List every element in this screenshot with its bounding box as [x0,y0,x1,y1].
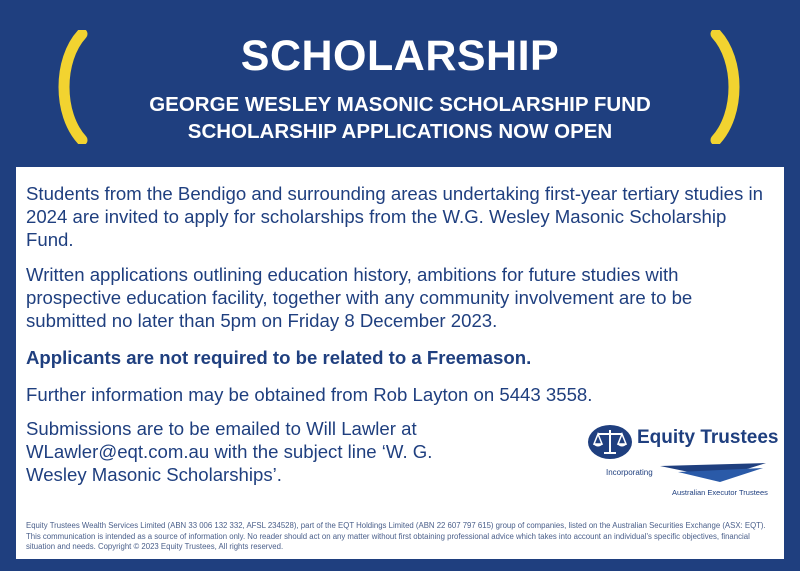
header-banner [0,0,800,167]
equity-trustees-logo [582,424,779,504]
freemason-note: Applicants are not required to be related to a Freemason. [26,347,532,368]
eligibility-paragraph: Students from the Bendigo and surrounding areas undertaking first-year tertiary studies in 2024 are invited to apply for scholarships from the W.G. Wesley Masonic Scholarship Fund. [26,183,763,250]
aet-swoosh-icon [658,462,768,486]
content-panel [16,167,784,559]
legal-disclaimer: Equity Trustees Wealth Services Limited (ABN 33 006 132 332, AFSL 234528), part of the EQT Holdings Limited (ABN 22 607 797 615) group of companies, listed on the Australian Securities Exchange (ASX: EQT). This communication is intended as a source of information only. No reader should act on any matter without first obtaining professional advice which takes into account an individual's specific objectives, financial situation and needs. Copyright © 2023 Equity Trustees, All rights reserved. [26,521,766,551]
fund-name-heading: GEORGE WESLEY MASONIC SCHOLARSHIP FUND [149,93,651,116]
logo-sub-brand: Australian Executor Trustees [672,488,768,497]
logo-incorporating-label: Incorporating [606,468,653,477]
page-title: SCHOLARSHIP [240,32,560,80]
applications-open-heading: SCHOLARSHIP APPLICATIONS NOW OPEN [187,120,613,143]
contact-info-paragraph: Further information may be obtained from Rob Layton on 5443 3558. [26,384,593,405]
right-bracket-decoration [710,30,744,144]
submission-instructions-paragraph: Submissions are to be emailed to Will Lawler at WLawler@eqt.com.au with the subject line ‘W. G. Wesley Masonic Scholarships’. [26,418,433,485]
scales-of-justice-icon [586,424,634,460]
application-requirements-paragraph: Written applications outlining education history, ambitions for future studies with prospective education facility, together with any community involvement are to be submitted no later than 5pm on Friday 8 December 2023. [26,264,693,331]
logo-company-name: Equity Trustees [637,427,779,448]
